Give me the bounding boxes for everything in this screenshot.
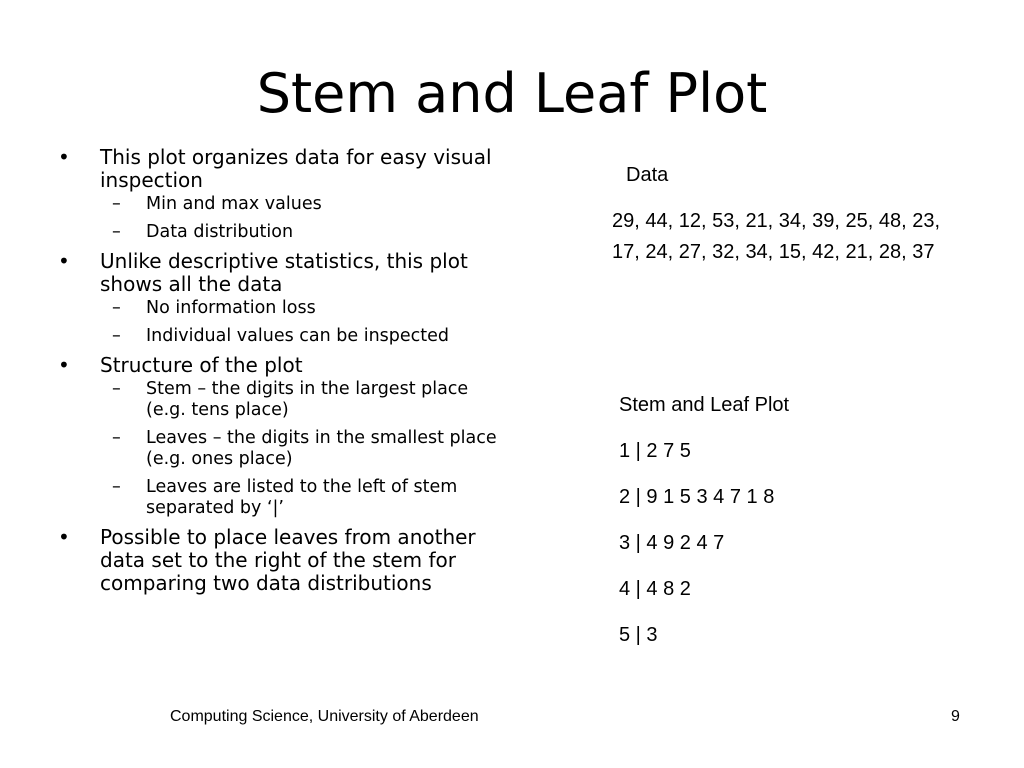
- bullet-marker: •: [58, 525, 70, 549]
- dash-marker: –: [112, 194, 121, 214]
- dash-marker: –: [112, 326, 121, 346]
- bullet-item: [58, 354, 508, 519]
- bullet-text: Possible to place leaves from another data set to the right of the stem for comparing two data distributions: [100, 525, 476, 595]
- stem-leaf-row: 5 | 3: [619, 624, 658, 646]
- bullet-item: [58, 146, 508, 243]
- stem-leaf-row: 3 | 4 9 2 4 7: [619, 532, 725, 554]
- dash-marker: –: [112, 379, 121, 399]
- sub-bullet-item: [100, 428, 508, 470]
- bullet-item: [58, 250, 508, 347]
- sub-bullet-item: [100, 222, 508, 243]
- bullet-text: This plot organizes data for easy visual inspection: [100, 145, 492, 192]
- data-values: 29, 44, 12, 53, 21, 34, 39, 25, 48, 23, 17, 24, 27, 32, 34, 15, 42, 21, 28, 37: [612, 210, 941, 263]
- sub-bullet-item: [100, 326, 508, 347]
- bullet-marker: •: [58, 249, 70, 273]
- footer-text: Computing Science, University of Aberdeen: [170, 708, 479, 725]
- stem-leaf-row: 1 | 2 7 5: [619, 440, 691, 462]
- sub-bullet-list: [100, 379, 508, 519]
- bullet-marker: •: [58, 145, 70, 169]
- sub-bullet-item: [100, 298, 508, 319]
- sub-bullet-item: [100, 194, 508, 215]
- sub-bullet-text: Data distribution: [146, 222, 294, 242]
- page-number: 9: [951, 708, 960, 725]
- sub-bullet-list: [100, 194, 508, 243]
- bullet-text: Unlike descriptive statistics, this plot shows all the data: [100, 249, 468, 296]
- sub-bullet-text: Min and max values: [146, 194, 322, 214]
- data-heading: Data: [626, 164, 669, 186]
- sub-bullet-text: Leaves – the digits in the smallest place (e.g. ones place): [146, 428, 497, 469]
- dash-marker: –: [112, 298, 121, 318]
- bullet-list: [58, 146, 508, 600]
- bullet-text: Structure of the plot: [100, 353, 303, 377]
- sub-bullet-list: [100, 298, 508, 347]
- stem-leaf-row: 2 | 9 1 5 3 4 7 1 8: [619, 486, 775, 508]
- sub-bullet-item: [100, 379, 508, 421]
- stem-leaf-plot: [619, 392, 789, 668]
- sub-bullet-item: [100, 477, 508, 519]
- dash-marker: –: [112, 222, 121, 242]
- sub-bullet-text: Leaves are listed to the left of stem separated by ‘|’: [146, 477, 458, 518]
- stem-leaf-title: Stem and Leaf Plot: [619, 394, 790, 416]
- stem-leaf-row: 4 | 4 8 2: [619, 578, 691, 600]
- bullet-marker: •: [58, 353, 70, 377]
- sub-bullet-text: Individual values can be inspected: [146, 326, 450, 346]
- dash-marker: –: [112, 428, 121, 448]
- bullet-item: [58, 526, 508, 595]
- sub-bullet-text: Stem – the digits in the largest place (e.g. tens place): [146, 379, 469, 420]
- sub-bullet-text: No information loss: [146, 298, 316, 318]
- slide-title: Stem and Leaf Plot: [256, 62, 768, 125]
- dash-marker: –: [112, 477, 121, 497]
